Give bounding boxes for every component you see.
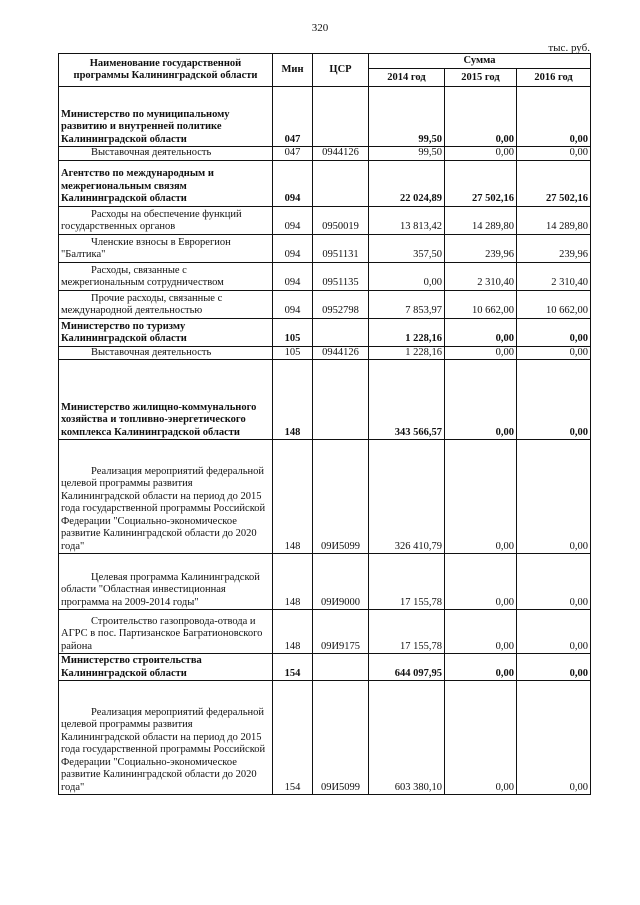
row-csr-cell	[313, 654, 369, 681]
row-name-cell: Членские взносы в Еврорегион "Балтика"	[59, 234, 273, 262]
row-min-cell: 148	[273, 554, 313, 610]
row-min-cell: 148	[273, 610, 313, 654]
row-min-cell: 094	[273, 262, 313, 290]
row-name-cell: Реализация мероприятий федеральной целевой программы развития Калининградской области на период до 2015 года государственной программы Российской Федерации "Социально-экономическое развитие Калининградской области до 2020 года"	[59, 681, 273, 795]
row-min-cell: 105	[273, 318, 313, 346]
row-2014-cell: 343 566,57	[369, 360, 445, 440]
row-2015-cell: 0,00	[445, 87, 517, 147]
table-row	[59, 290, 591, 318]
row-2014-cell: 17 155,78	[369, 554, 445, 610]
row-2015-cell: 0,00	[445, 360, 517, 440]
row-min-cell: 105	[273, 346, 313, 360]
row-csr-cell: 0944126	[313, 346, 369, 360]
row-min-cell: 094	[273, 234, 313, 262]
row-2015-cell: 0,00	[445, 147, 517, 161]
row-2016-cell: 2 310,40	[517, 262, 591, 290]
row-2015-cell: 27 502,16	[445, 160, 517, 206]
row-csr-cell: 0951131	[313, 234, 369, 262]
table-row	[59, 160, 591, 206]
row-2016-cell: 239,96	[517, 234, 591, 262]
header-min: Мин	[273, 54, 313, 87]
header-csr: ЦСР	[313, 54, 369, 87]
row-name-cell: Расходы на обеспечение функций государственных органов	[59, 206, 273, 234]
table-row	[59, 610, 591, 654]
header-2016: 2016 год	[517, 69, 591, 87]
row-name-cell: Министерство по муниципальному развитию и внутренней политике Калининградской области	[59, 87, 273, 147]
row-2016-cell: 0,00	[517, 654, 591, 681]
row-min-cell: 148	[273, 440, 313, 554]
row-csr-cell	[313, 318, 369, 346]
row-min-cell: 094	[273, 206, 313, 234]
row-2014-cell: 99,50	[369, 87, 445, 147]
row-name-cell: Выставочная деятельность	[59, 346, 273, 360]
row-2016-cell: 14 289,80	[517, 206, 591, 234]
row-name-cell: Строительство газопровода-отвода и АГРС в пос. Партизанское Багратионовского района	[59, 610, 273, 654]
table-row	[59, 262, 591, 290]
row-name-cell: Реализация мероприятий федеральной целевой программы развития Калининградской области на период до 2015 года государственной программы Российской Федерации "Социально-экономическое развитие Калининградской области до 2020 года"	[59, 440, 273, 554]
table-row	[59, 147, 591, 161]
row-min-cell: 047	[273, 147, 313, 161]
table-row	[59, 440, 591, 554]
row-2016-cell: 0,00	[517, 554, 591, 610]
row-2014-cell: 22 024,89	[369, 160, 445, 206]
row-2014-cell: 1 228,16	[369, 318, 445, 346]
row-2015-cell: 0,00	[445, 610, 517, 654]
row-2014-cell: 0,00	[369, 262, 445, 290]
row-name-cell: Министерство жилищно-коммунального хозяйства и топливно-энергетического комплекса Калининградской области	[59, 360, 273, 440]
row-2015-cell: 0,00	[445, 346, 517, 360]
row-2015-cell: 10 662,00	[445, 290, 517, 318]
row-2014-cell: 17 155,78	[369, 610, 445, 654]
row-csr-cell: 0944126	[313, 147, 369, 161]
row-2015-cell: 239,96	[445, 234, 517, 262]
row-csr-cell	[313, 87, 369, 147]
row-csr-cell	[313, 160, 369, 206]
row-2016-cell: 0,00	[517, 360, 591, 440]
row-2014-cell: 644 097,95	[369, 654, 445, 681]
row-name-cell: Целевая программа Калининградской области "Областная инвестиционная программа на 2009-2014 годы"	[59, 554, 273, 610]
row-name-cell: Выставочная деятельность	[59, 147, 273, 161]
row-csr-cell: 09И9000	[313, 554, 369, 610]
row-2016-cell: 0,00	[517, 318, 591, 346]
row-2014-cell: 357,50	[369, 234, 445, 262]
table-row	[59, 318, 591, 346]
table-row	[59, 87, 591, 147]
row-min-cell: 154	[273, 681, 313, 795]
row-min-cell: 094	[273, 160, 313, 206]
row-csr-cell: 0950019	[313, 206, 369, 234]
row-2015-cell: 0,00	[445, 554, 517, 610]
row-2014-cell: 99,50	[369, 147, 445, 161]
row-csr-cell: 09И9175	[313, 610, 369, 654]
row-2016-cell: 27 502,16	[517, 160, 591, 206]
row-2016-cell: 0,00	[517, 147, 591, 161]
row-2014-cell: 1 228,16	[369, 346, 445, 360]
row-2015-cell: 0,00	[445, 681, 517, 795]
row-csr-cell: 0952798	[313, 290, 369, 318]
table-body	[59, 87, 591, 795]
units-label: тыс. руб.	[548, 42, 590, 54]
row-2014-cell: 13 813,42	[369, 206, 445, 234]
table-row	[59, 360, 591, 440]
table-row	[59, 554, 591, 610]
row-csr-cell: 09И5099	[313, 440, 369, 554]
row-min-cell: 047	[273, 87, 313, 147]
header-2014: 2014 год	[369, 69, 445, 87]
row-2014-cell: 603 380,10	[369, 681, 445, 795]
row-name-cell: Расходы, связанные с межрегиональным сотрудничеством	[59, 262, 273, 290]
row-csr-cell: 09И5099	[313, 681, 369, 795]
row-csr-cell	[313, 360, 369, 440]
budget-table	[58, 53, 591, 795]
table-row	[59, 346, 591, 360]
page-number: 320	[311, 22, 329, 34]
row-2015-cell: 2 310,40	[445, 262, 517, 290]
row-2016-cell: 10 662,00	[517, 290, 591, 318]
row-2015-cell: 14 289,80	[445, 206, 517, 234]
table-row	[59, 654, 591, 681]
row-name-cell: Министерство строительства Калининградской области	[59, 654, 273, 681]
row-2014-cell: 7 853,97	[369, 290, 445, 318]
row-2016-cell: 0,00	[517, 440, 591, 554]
table-row	[59, 681, 591, 795]
table-row	[59, 234, 591, 262]
row-2016-cell: 0,00	[517, 346, 591, 360]
header-name: Наименование государственной программы Калининградской области	[59, 54, 273, 87]
row-min-cell: 094	[273, 290, 313, 318]
row-min-cell: 148	[273, 360, 313, 440]
row-2016-cell: 0,00	[517, 681, 591, 795]
row-name-cell: Министерство по туризму Калининградской области	[59, 318, 273, 346]
header-sum: Сумма	[369, 54, 591, 69]
row-csr-cell: 0951135	[313, 262, 369, 290]
row-2014-cell: 326 410,79	[369, 440, 445, 554]
row-name-cell: Агентство по международным и межрегиональным связям Калининградской области	[59, 160, 273, 206]
row-2016-cell: 0,00	[517, 87, 591, 147]
table-row	[59, 206, 591, 234]
row-2015-cell: 0,00	[445, 318, 517, 346]
row-min-cell: 154	[273, 654, 313, 681]
row-2016-cell: 0,00	[517, 610, 591, 654]
row-2015-cell: 0,00	[445, 654, 517, 681]
header-2015: 2015 год	[445, 69, 517, 87]
row-2015-cell: 0,00	[445, 440, 517, 554]
row-name-cell: Прочие расходы, связанные с международной деятельностью	[59, 290, 273, 318]
